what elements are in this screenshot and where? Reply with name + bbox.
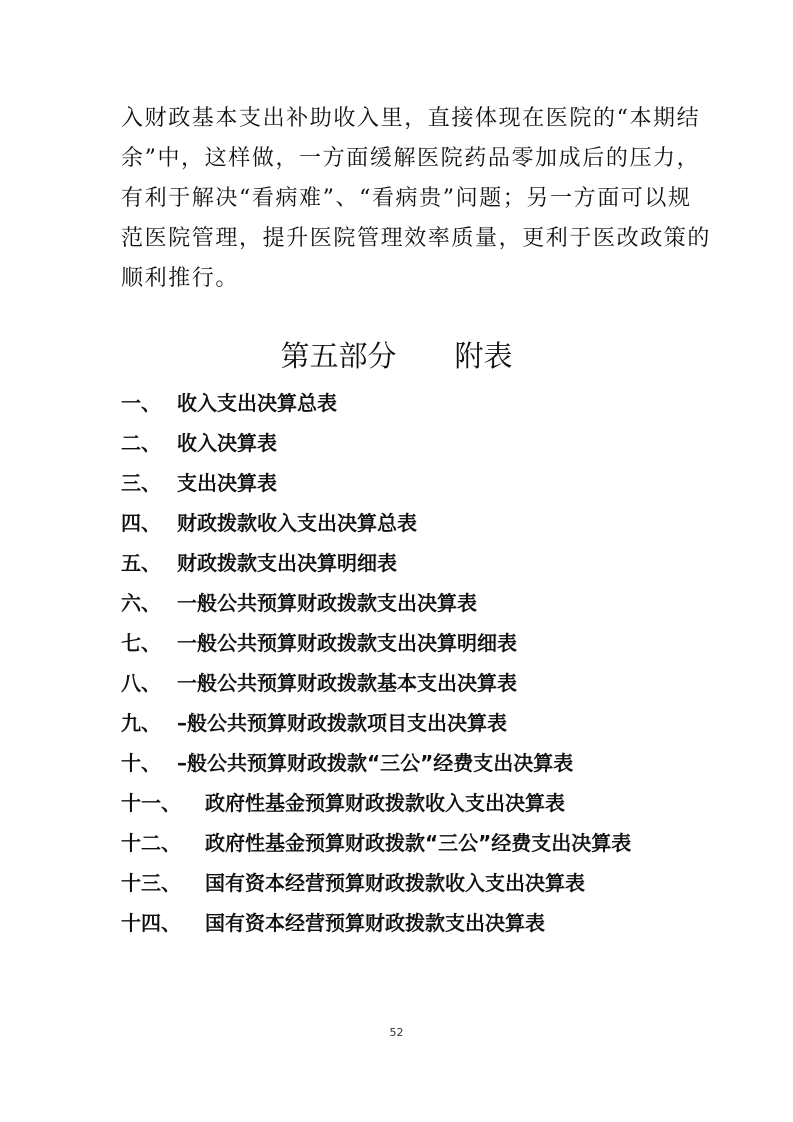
list-item-number: 四、 xyxy=(121,511,161,535)
list-item-title: 一般公共预算财政拨款基本支出决算表 xyxy=(177,671,517,695)
list-item-number: 八、 xyxy=(121,671,161,695)
list-item-number: 十四、 xyxy=(121,911,181,935)
list-item-number: 六、 xyxy=(121,591,161,615)
paragraph-line: 范医院管理，提升医院管理效率质量，更利于医改政策的 xyxy=(121,226,712,251)
list-item-number: 一、 xyxy=(121,391,161,415)
list-item-title: –般公共预算财政拨款“三公”经费支出决算表 xyxy=(177,751,574,775)
list-item-title: 财政拨款收入支出决算总表 xyxy=(177,511,417,535)
paragraph-line: 入财政基本支出补助收入里，直接体现在医院的“本期结 xyxy=(121,106,701,131)
list-item-title: 支出决算表 xyxy=(177,471,277,495)
paragraph-line: 顺利推行。 xyxy=(121,266,240,291)
list-item-number: 十、 xyxy=(121,751,161,775)
paragraph-line: 余”中，这样做，一方面缓解医院药品零加成后的压力， xyxy=(121,146,701,171)
list-item-title: 一般公共预算财政拨款支出决算表 xyxy=(177,591,477,615)
list-item-title: 政府性基金预算财政拨款“三公”经费支出决算表 xyxy=(205,831,632,855)
list-item-number: 二、 xyxy=(121,431,161,455)
list-item-title: 财政拨款支出决算明细表 xyxy=(177,551,397,575)
list-item-title: 国有资本经营预算财政拨款支出决算表 xyxy=(205,911,545,935)
page-number: 52 xyxy=(389,1026,404,1039)
list-item-title: 国有资本经营预算财政拨款收入支出决算表 xyxy=(205,871,585,895)
section-title: 第五部分 附表 xyxy=(280,339,513,373)
list-item-number: 十三、 xyxy=(121,871,181,895)
list-item-number: 九、 xyxy=(121,711,161,735)
list-item-title: 一般公共预算财政拨款支出决算明细表 xyxy=(177,631,517,655)
list-item-number: 三、 xyxy=(121,471,161,495)
list-item-title: 收入决算表 xyxy=(177,431,277,455)
list-item-title: 政府性基金预算财政拨款收入支出决算表 xyxy=(205,791,565,815)
list-item-number: 五、 xyxy=(121,551,161,575)
list-item-number: 十二、 xyxy=(121,831,181,855)
list-item-number: 七、 xyxy=(121,631,161,655)
list-item-title: 收入支出决算总表 xyxy=(177,391,337,415)
list-item-title: –般公共预算财政拨款项目支出决算表 xyxy=(177,711,507,735)
paragraph-line: 有利于解决“看病难”、“看病贵”问题；另一方面可以规 xyxy=(121,186,692,211)
list-item-number: 十一、 xyxy=(121,791,181,815)
